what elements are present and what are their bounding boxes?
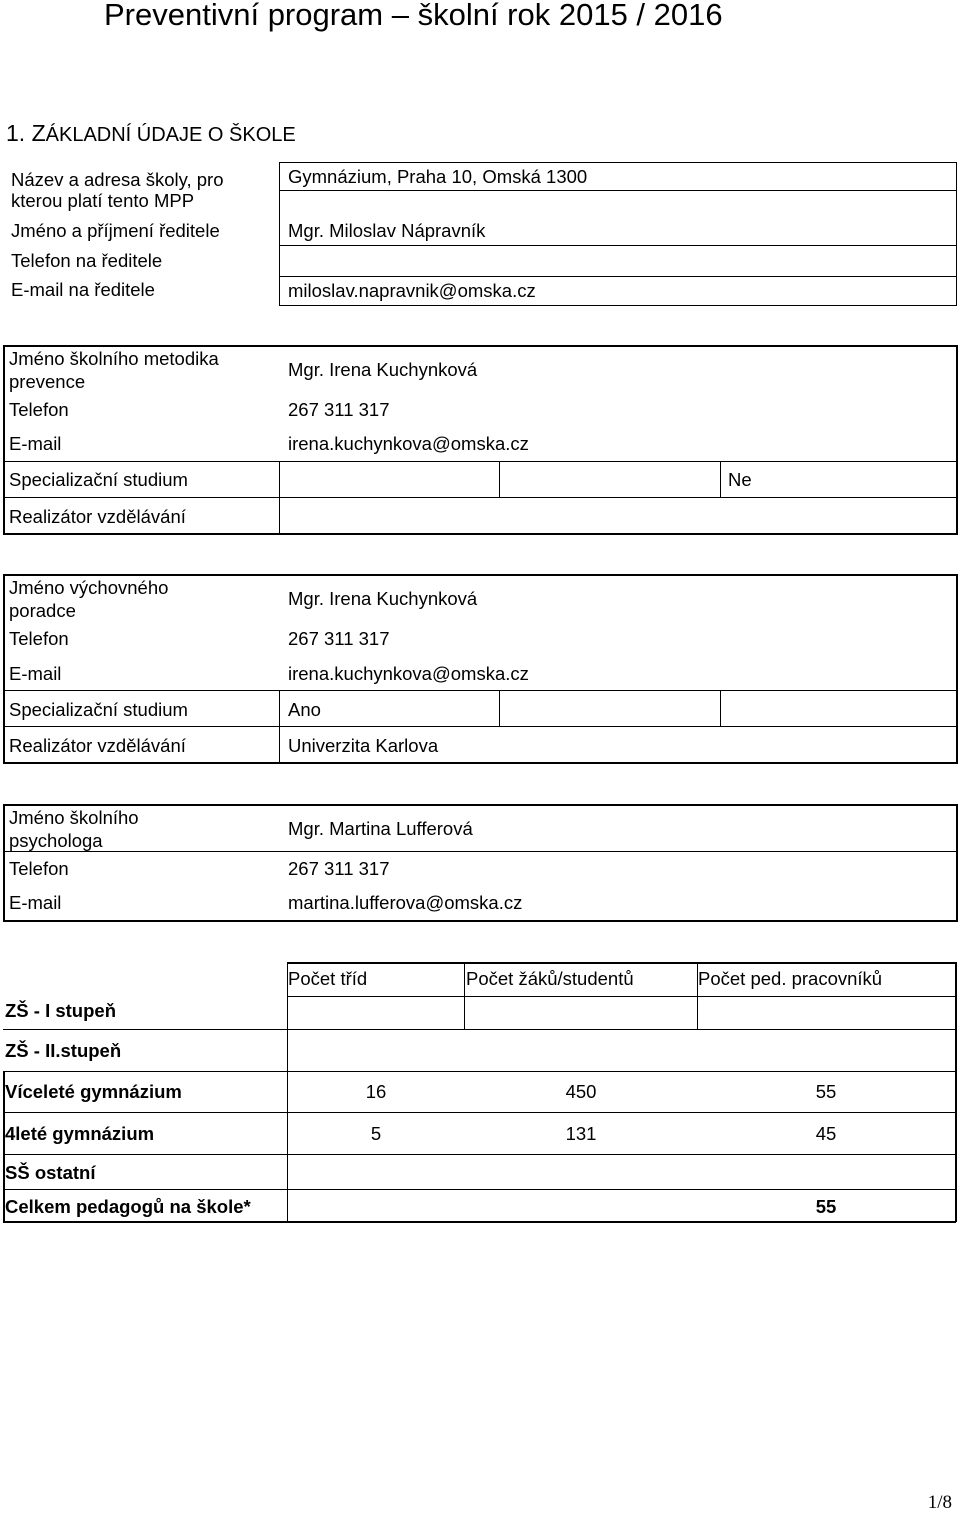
stats-row-label: Celkem pedagogů na škole* [5,1196,251,1217]
stats-table-row-line [3,1029,956,1030]
school-name-label-2: kterou platí tento MPP [11,190,195,211]
stats-table-row-line [3,1112,956,1113]
director-value: Mgr. Miloslav Nápravník [288,220,486,241]
counselor-name-value: Mgr. Irena Kuchynková [288,588,478,609]
psychologist-name-label-1: Jméno školního [9,807,139,828]
director-phone-label: Telefon na ředitele [11,250,163,271]
stats-header-students: Počet žáků/studentů [466,968,634,989]
methodist-table-cell-line [720,461,721,497]
stats-header-classes: Počet tříd [288,968,368,989]
psychologist-name-value: Mgr. Martina Lufferová [288,818,473,839]
counselor-table-cell-line [499,690,500,726]
director-email-value: miloslav.napravnik@omska.cz [288,280,536,301]
stats-cell-classes: 16 [365,1081,387,1102]
methodist-table-row-line [3,461,958,462]
methodist-provider-label: Realizátor vzdělávání [9,506,186,527]
section-heading [6,118,296,150]
director-label: Jméno a příjmení ředitele [11,220,220,241]
stats-header-staff: Počet ped. pracovníků [698,968,883,989]
director-email-label: E-mail na ředitele [11,279,155,300]
counselor-name-label-1: Jméno výchovného [9,577,169,598]
counselor-study-label: Specializační studium [9,699,188,720]
methodist-table-row-line [3,497,958,498]
stats-cell-staff-total: 55 [815,1196,837,1217]
psychologist-phone-label: Telefon [9,858,69,879]
stats-cell-students: 450 [565,1081,597,1102]
stats-cell-students: 131 [565,1123,597,1144]
section-number: 1. [6,120,26,146]
methodist-study-value: Ne [728,469,752,490]
methodist-study-label: Specializační studium [9,469,188,490]
stats-table-right-border [955,962,957,1222]
counselor-name-label-2: poradce [9,600,76,621]
school-table-row-line [279,190,957,191]
school-name-label-1: Název a adresa školy, pro [11,169,224,190]
section-title-rest: ÁKLADNÍ ÚDAJE O ŠKOLE [45,124,296,146]
stats-row-label: ZŠ - I stupeň [5,1000,116,1021]
methodist-name-value: Mgr. Irena Kuchynková [288,359,478,380]
school-name-value: Gymnázium, Praha 10, Omská 1300 [288,166,588,187]
counselor-email-label: E-mail [9,663,62,684]
stats-cell-classes: 5 [370,1123,382,1144]
methodist-name-label-2: prevence [9,371,86,392]
school-table-divider [279,162,280,306]
counselor-table-row-line [3,726,958,727]
counselor-provider-value: Univerzita Karlova [288,735,439,756]
stats-cell-staff: 45 [815,1123,837,1144]
stats-table-row-line [287,996,956,997]
methodist-email-label: E-mail [9,433,62,454]
counselor-email-value: irena.kuchynkova@omska.cz [288,663,529,684]
methodist-name-label-1: Jméno školního metodika [9,348,219,369]
stats-table-row-line [3,1189,956,1190]
psychologist-email-value: martina.lufferova@omska.cz [288,892,523,913]
psychologist-phone-value: 267 311 317 [288,858,390,879]
counselor-study-value: Ano [288,699,321,720]
counselor-table-row-line [3,690,958,691]
school-table-row-line [279,245,957,246]
stats-cell-staff: 55 [815,1081,837,1102]
counselor-provider-label: Realizátor vzdělávání [9,735,186,756]
stats-row-label: 4leté gymnázium [5,1123,155,1144]
counselor-phone-value: 267 311 317 [288,628,390,649]
psychologist-name-label-2: psychologa [9,830,103,851]
stats-table-row-line [3,1071,956,1072]
page-title: Preventivní program – školní rok 2015 / 2016 [104,0,723,32]
school-table-top-border [279,162,957,163]
stats-table-row-line [3,1154,956,1155]
stats-table-col-line [287,962,288,1222]
stats-table-top-border [287,962,956,964]
methodist-email-value: irena.kuchynkova@omska.cz [288,433,529,454]
page-number: 1/8 [927,1492,952,1513]
school-table-bottom-border [279,305,957,306]
school-table-row-line [279,276,957,277]
school-table-right-border [956,162,957,306]
methodist-phone-label: Telefon [9,399,69,420]
stats-row-label: ZŠ - II.stupeň [5,1040,122,1061]
stats-table-bottom-border [3,1221,956,1223]
psychologist-email-label: E-mail [9,892,62,913]
section-title-first: Z [31,120,46,146]
stats-row-label: Víceleté gymnázium [5,1081,182,1102]
counselor-phone-label: Telefon [9,628,69,649]
methodist-phone-value: 267 311 317 [288,399,390,420]
methodist-table-cell-line [499,461,500,497]
psychologist-table-row-line [3,851,958,852]
stats-row-label: SŠ ostatní [5,1162,96,1183]
counselor-table-cell-line [720,690,721,726]
